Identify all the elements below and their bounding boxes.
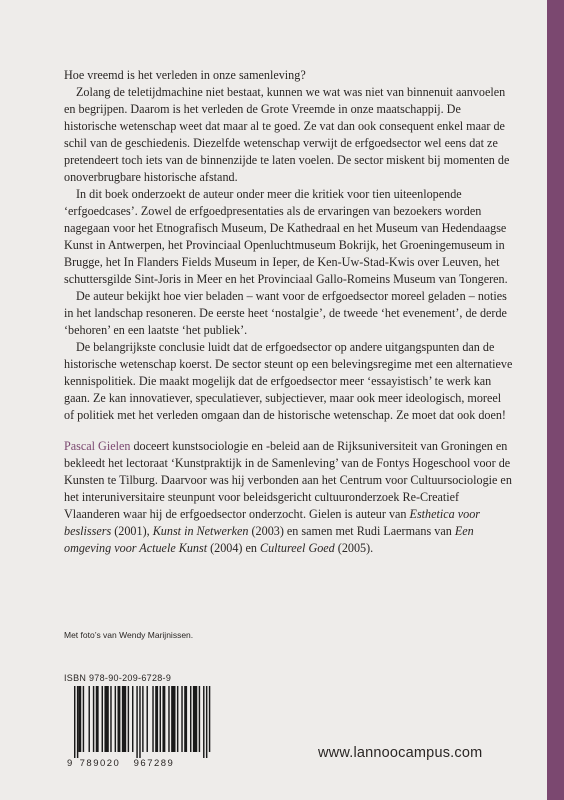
- book-title: Een omgeving voor Actuele Kunst: [64, 524, 474, 555]
- paragraph-1: Zolang de teletijdmachine niet bestaat, kunnen we wat was niet van binnenuit aanvoelen en begrijpen. Daarom is het verleden de Grote Vreemde in onze maatschappij. De historische wetenschap weet dat maar al te goed. Ze vat dan ook consequent enkel maar de schil van de geschiedenis. Diezelfde wetenschap verwijt de erfgoedsector wel eens dat ze pretendeert toch iets van de binnenzijde te laten voelen. De sector miskent bij momenten de onoverbrugbare historische afstand.: [64, 85, 510, 184]
- barcode-bar: [142, 686, 143, 752]
- barcode-bar: [128, 686, 129, 752]
- barcode-bar: [77, 686, 78, 758]
- barcode-bar: [132, 686, 133, 752]
- book-spine-strip: [547, 0, 564, 800]
- barcode-bar: [155, 686, 158, 752]
- barcode-right-digits: 967289: [133, 758, 175, 769]
- book-title: Cultureel Goed: [260, 541, 335, 555]
- book-title: Esthetica voor beslissers: [64, 507, 480, 538]
- barcode-bar: [89, 686, 90, 752]
- barcode-bar: [83, 686, 84, 752]
- author-name: Pascal Gielen: [64, 439, 131, 453]
- barcode-bar: [147, 686, 148, 752]
- barcode-bar: [171, 686, 175, 752]
- barcode-bar: [203, 686, 204, 758]
- barcode-bar: [160, 686, 161, 752]
- barcode-bar: [190, 686, 191, 752]
- barcode-bar: [118, 686, 121, 752]
- barcode-bar: [168, 686, 169, 752]
- paragraph-2: In dit boek onderzoekt de auteur onder meer die kritiek voor tien uiteenlopende ‘erfgoedcases’. Zowel de erfgoedpresentaties als de ervaringen van bezoekers worden nagegaan voor het Etnografisch Museum, De Kathedraal en het Museum van Hedendaagse Kunst in Antwerpen, het Provinciaal Openluchtmuseum Bokrijk, het Groeningemuseum in Brugge, het In Flanders Fields Museum in Ieper, de Ken-Uw-Stad-Kwis over Leuven, het schuttersgilde Sint-Joris in Meer en het Provinciaal Gallo-Romeins Museum van Tongeren.: [64, 187, 508, 286]
- barcode-bar: [181, 686, 182, 752]
- barcode-bar: [96, 686, 99, 752]
- paragraph-3: De auteur bekijkt hoe vier beladen – want voor de erfgoedsector moreel geladen – noties in het landschap resoneren. De eerste heet ‘nostalgie’, de tweede ‘het evenement’, de derde ‘behoren’ en een laatste ‘het publiek’.: [64, 289, 507, 337]
- photo-credit: Met foto’s van Wendy Marijnissen.: [64, 630, 194, 640]
- isbn-label: ISBN 978-90-209-6728-9: [64, 673, 172, 683]
- barcode-bar: [177, 686, 178, 752]
- barcode-bar: [74, 686, 75, 758]
- barcode-bar: [102, 686, 103, 752]
- barcode-bar: [206, 686, 207, 758]
- barcode-bar: [139, 686, 140, 758]
- barcode-bar: [93, 686, 94, 752]
- publisher-website[interactable]: www.lannoocampus.com: [318, 745, 483, 761]
- intro-question: Hoe vreemd is het verleden in onze samenleving?: [64, 68, 306, 82]
- barcode-bar: [199, 686, 200, 752]
- book-title: Kunst in Netwerken: [152, 524, 249, 538]
- barcode-bar: [184, 686, 187, 752]
- barcode-first-digit: 9: [67, 758, 73, 769]
- barcode-bar: [193, 686, 197, 752]
- back-cover-text: [64, 67, 514, 557]
- isbn-barcode: [64, 686, 214, 770]
- barcode-bar: [104, 686, 108, 752]
- barcode-bar: [152, 686, 153, 752]
- barcode-left-digits: 789020: [79, 758, 121, 769]
- barcode-bar: [209, 686, 210, 752]
- barcode-bar: [162, 686, 165, 752]
- barcode-bar: [78, 686, 81, 752]
- barcode-bar: [110, 686, 111, 752]
- paragraph-4: De belangrijkste conclusie luidt dat de erfgoedsector op andere uitgangspunten dan de historische wetenschap koerst. De sector steunt op een belevingsregime met een alternatieve kennispolitiek. Die maakt mogelijk dat de erfgoedsector meer ‘essayistisch’ te werk kan gaan. Ze kan innovatiever, speculatiever, subjectiever, maar ook meer ideologisch, moreel of politiek met het verleden omgaan dan de historische wetenschap. Ze moet dat ook doen!: [64, 340, 513, 422]
- barcode-bar: [115, 686, 116, 752]
- barcode-bar: [122, 686, 126, 752]
- author-bio: Pascal Gielen doceert kunstsociologie en -beleid aan de Rijksuniversiteit van Groningen en bekleedt het lectoraat ‘Kunstpraktijk in de Samenleving’ van de Fontys Hogeschool voor de Kunsten te Tilburg. Daarvoor was hij verbonden aan het Centrum voor Cultuursociologie en het interuniversitaire steunpunt voor beleidsgericht cultuuronderzoek Re-Creatief Vlaanderen waar hij de erfgoedsector onderzocht. Gielen is auteur van Esthetica voor beslissers (2001), Kunst in Netwerken (2003) en samen met Rudi Laermans van Een omgeving voor Actuele Kunst (2004) en Cultureel Goed (2005).: [64, 439, 512, 555]
- barcode-bar: [136, 686, 137, 758]
